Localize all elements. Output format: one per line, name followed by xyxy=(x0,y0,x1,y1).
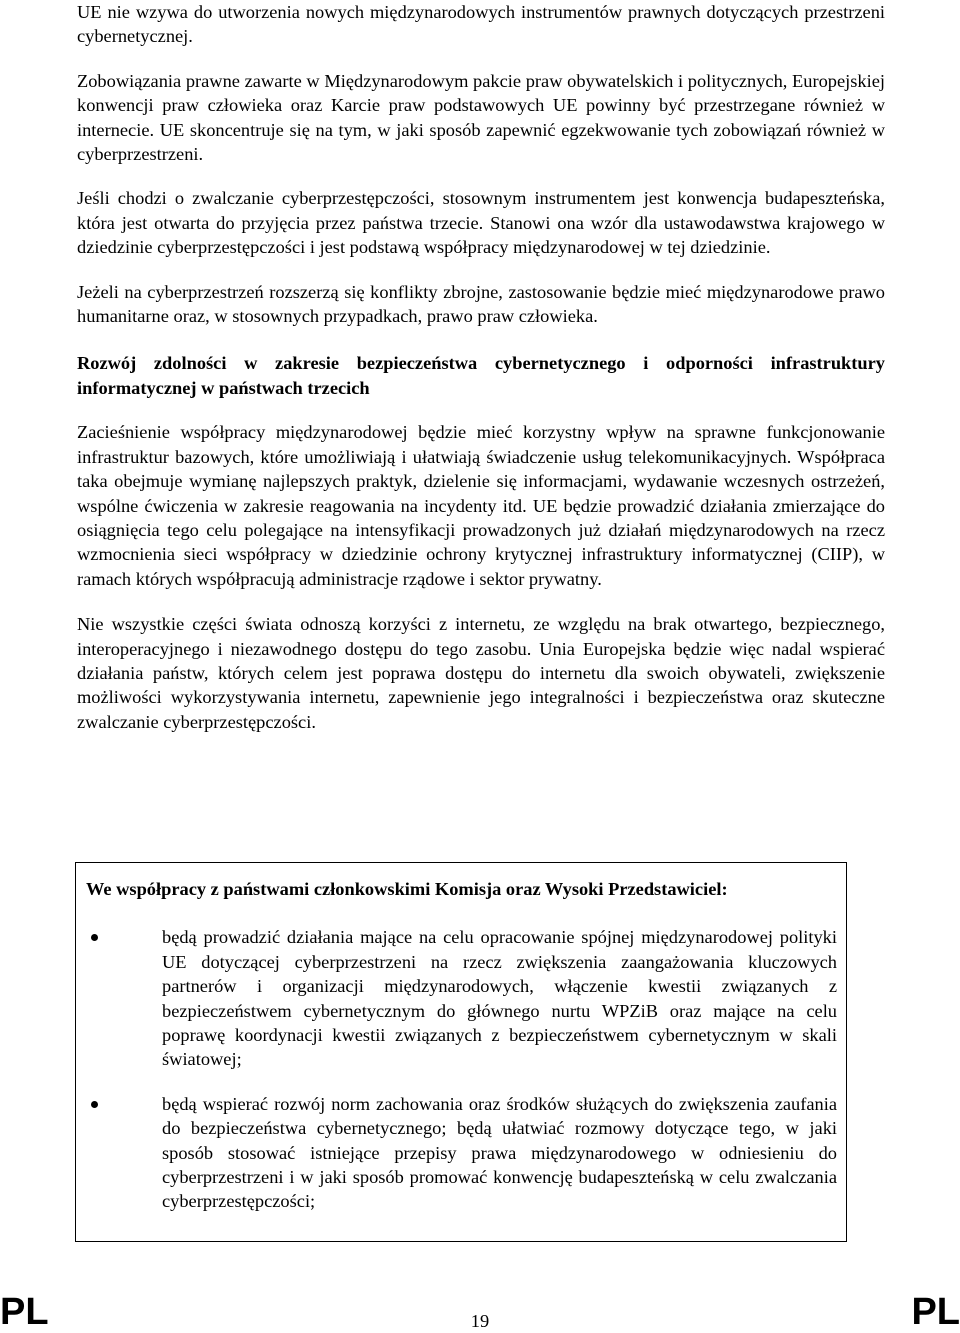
footer-language-right: PL xyxy=(911,1291,960,1333)
action-box-title: We współpracy z państwami członkowskimi Komisja oraz Wysoki Przedstawiciel: xyxy=(86,879,728,899)
paragraph-instruments: UE nie wzywa do utworzenia nowych międzynarodowych instrumentów prawnych dotyczących przestrzeni cybernetycznej. xyxy=(77,2,885,47)
paragraph-humanitarian-law: Jeżeli na cyberprzestrzeń rozszerzą się konflikty zbrojne, zastosowanie będzie mieć międzynarodowe prawo humanitarne oraz, w stosownych przypadkach, prawo praw człowieka. xyxy=(77,281,885,327)
footer-language-left: PL xyxy=(0,1291,49,1333)
paragraph-cooperation: Zacieśnienie współpracy międzynarodowej będzie mieć korzystny wpływ na sprawne funkcjonowanie infrastruktur bazowych, które umożliwiają i ułatwiają świadczenie usług telekomunikacyjnych. Współpraca taka obejmuje wymianę najlepszych praktyk, dzielenie się informacjami, wydawanie wczesnych ostrzeżeń, wspólne ćwiczenia w zakresie reagowania na incydenty itd. UE będzie prowadzić działania zmierzające do osiągnięcia tego celu polegające na intensyfikacji prowadzonych już działań międzynarodowych na rzecz wzmocnienia sieci współpracy w dziedzinie ochrony krytycznej infrastruktury informatycznej (CIIP), w ramach których współpracują administracje rządowe i sektor prywatny. xyxy=(77,422,885,589)
bullet-icon xyxy=(91,934,98,941)
section-heading: Rozwój zdolności w zakresie bezpieczeństwa cybernetycznego i odporności infrastruktury informatycznej w państwach trzecich xyxy=(77,353,885,398)
action-box xyxy=(75,862,847,1242)
list-item-text: będą wspierać rozwój norm zachowania oraz środków służących do zwiększenia zaufania do bezpieczeństwa cybernetycznego; będą ułatwiać rozmowy dotyczące tego, w jaki sposób stosować istniejące przepisy prawa międzynarodowego w odniesieniu do cyberprzestrzeni i w jaki sposób promować konwencję budapeszteńską w celu zwalczania cyberprzestępczości; xyxy=(162,1093,837,1212)
paragraph-legal-obligations: Zobowiązania prawne zawarte w Międzynarodowym pakcie praw obywatelskich i politycznych, Europejskiej konwencji praw człowieka oraz Karcie praw podstawowych UE powinny być przestrzegane również w internecie. UE skoncentruje się na tym, w jaki sposób zapewnić egzekwowanie tych zobowiązań również w cyberprzestrzeni. xyxy=(77,70,885,165)
page-number: 19 xyxy=(470,1311,490,1331)
paragraph-budapest-convention: Jeśli chodzi o zwalczanie cyberprzestępczości, stosownym instrumentem jest konwencja budapeszteńska, która jest otwarta do przyjęcia przez państwa trzecie. Stanowi ona wzór dla ustawodawstwa krajowego w dziedzinie cyberprzestępczości i jest podstawą współpracy międzynarodowej w tej dziedzinie. xyxy=(77,188,885,258)
list-item-text: będą prowadzić działania mające na celu opracowanie spójnej międzynarodowej polityki UE dotyczącej cyberprzestrzeni na rzecz zwiększenia zaangażowania kluczowych partnerów i organizacji międzynarodowych, włączenie kwestii związanych z bezpieczeństwem cybernetycznym do głównego nurtu WPZiB oraz mające na celu poprawę koordynacji kwestii związanych z bezpieczeństwem cybernetycznym w skali światowej; xyxy=(162,927,837,1070)
document-body xyxy=(77,0,885,734)
list-item xyxy=(86,1092,837,1214)
action-list xyxy=(86,925,837,1213)
list-item xyxy=(86,925,837,1071)
bullet-icon xyxy=(91,1101,98,1108)
paragraph-internet-access: Nie wszystkie części świata odnoszą korzyści z internetu, ze względu na brak otwartego, bezpiecznego, interoperacyjnego i niezawodnego dostępu do tego zasobu. Unia Europejska będzie więc nadal wspierać działania państw, których celem jest poprawa dostępu do internetu dla swoich obywateli, zwiększenie możliwości wykorzystywania internetu, zapewnienie jego integralności i bezpieczeństwa oraz skuteczne zwalczanie cyberprzestępczości. xyxy=(77,614,885,732)
